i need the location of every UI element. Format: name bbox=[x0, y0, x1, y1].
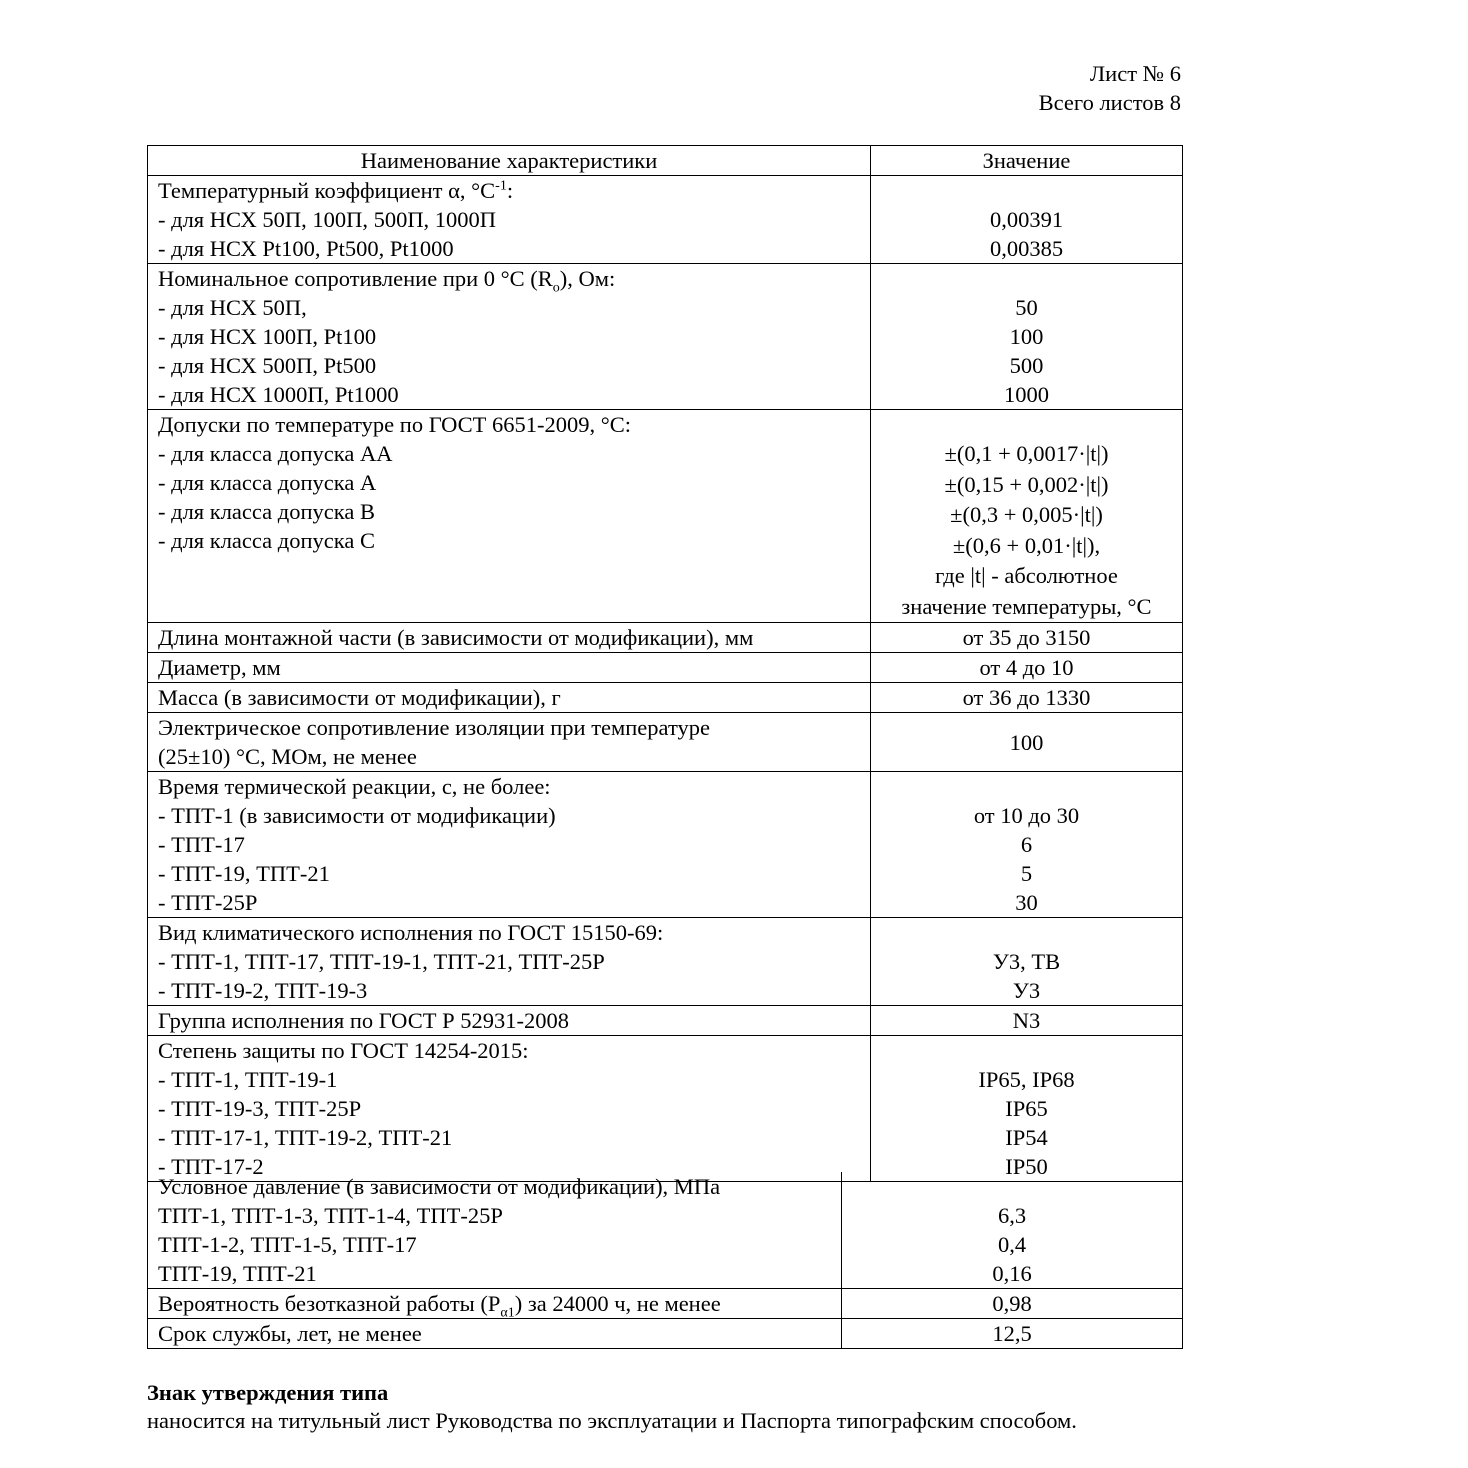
row-value: У3 bbox=[1012, 978, 1041, 1003]
row-title: Температурный коэффициент α, $^\circ C^{-1}$: bbox=[158, 178, 514, 203]
table-row bbox=[148, 1172, 1183, 1289]
row-value: 100 bbox=[871, 713, 1183, 772]
column-header-value: Значение bbox=[871, 146, 1183, 176]
row-value: 0,00385 bbox=[989, 236, 1064, 261]
column-header-name: Наименование характеристики bbox=[148, 146, 871, 176]
row-item: - ТПТ-17-1, ТПТ-19-2, ТПТ-21 bbox=[158, 1125, 453, 1150]
row-value: 6,3 bbox=[997, 1203, 1027, 1228]
spec-table-lower bbox=[147, 1172, 1183, 1349]
table-row bbox=[148, 1319, 1183, 1349]
row-value: 0,98 bbox=[842, 1289, 1183, 1319]
row-item: - ТПТ-17 bbox=[158, 832, 245, 857]
row-value: ±(0,6 + 0,01·|t|), bbox=[952, 532, 1101, 558]
row-value: от 10 до 30 bbox=[973, 803, 1080, 828]
row-item: - для класса допуска С bbox=[158, 528, 375, 553]
table-header-row bbox=[148, 146, 1183, 176]
row-item: - ТПТ-19-3, ТПТ-25Р bbox=[158, 1096, 362, 1121]
row-value: 6 bbox=[1020, 832, 1033, 857]
approval-title: Знак утверждения типа bbox=[147, 1380, 389, 1405]
row-item: ТПТ-19, ТПТ-21 bbox=[158, 1261, 317, 1286]
row-item: ТПТ-1, ТПТ-1-3, ТПТ-1-4, ТПТ-25Р bbox=[158, 1203, 503, 1228]
table-row bbox=[148, 918, 1183, 1006]
sheet-total: Всего листов 8 bbox=[1038, 90, 1181, 115]
row-name: Вероятность безотказной работы $(Р_{\alpha 1})$ за 24000 ч, не менее bbox=[148, 1289, 842, 1319]
row-value: IP65 bbox=[1005, 1096, 1048, 1121]
row-item: - для класса допуска В bbox=[158, 499, 375, 524]
row-name: Электрическое сопротивление изоляции при температуре bbox=[158, 715, 710, 740]
row-title: Допуски по температуре по ГОСТ 6651-2009, °C: bbox=[158, 412, 632, 437]
row-value: от 35 до 3150 bbox=[871, 623, 1183, 653]
row-value: ±(0,1 + 0,0017·|t|) bbox=[944, 441, 1109, 466]
sheet-number: Лист № 6 bbox=[1089, 61, 1181, 86]
row-item: - ТПТ-1, ТПТ-19-1 bbox=[158, 1067, 338, 1092]
table-row bbox=[148, 1289, 1183, 1319]
row-value: 5 bbox=[1020, 861, 1033, 886]
table-row bbox=[148, 623, 1183, 653]
row-value: 0,00391 bbox=[989, 207, 1064, 232]
row-value: ±(0,15 + 0,002·|t|) bbox=[944, 471, 1109, 497]
row-title: Вид климатического исполнения по ГОСТ 15150-69: bbox=[158, 920, 664, 945]
row-item: - для класса допуска А bbox=[158, 470, 377, 495]
row-value: 30 bbox=[1015, 890, 1038, 915]
table-row bbox=[148, 264, 1183, 410]
approval-text: наносится на титульный лист Руководства по эксплуатации и Паспорта типографским способом. bbox=[147, 1408, 1077, 1433]
row-value: 500 bbox=[1009, 353, 1044, 378]
table-row bbox=[148, 653, 1183, 683]
row-item: - для НСХ 50П, bbox=[158, 295, 307, 320]
row-name: Группа исполнения по ГОСТ Р 52931-2008 bbox=[148, 1006, 871, 1036]
row-item: - ТПТ-17-2 bbox=[158, 1154, 264, 1179]
table-row bbox=[148, 176, 1183, 264]
row-item: - для НСХ 50П, 100П, 500П, 1000П bbox=[158, 207, 497, 232]
row-item: - ТПТ-25Р bbox=[158, 890, 258, 915]
row-item: - для НСХ Pt100, Pt500, Pt1000 bbox=[158, 236, 454, 261]
sheet-header bbox=[1039, 59, 1181, 117]
row-name: (25±10) °C, МОм, не менее bbox=[158, 744, 417, 769]
row-value: 12,5 bbox=[842, 1319, 1183, 1349]
row-value: ±(0,3 + 0,005·|t|) bbox=[950, 502, 1103, 527]
row-title: Условное давление (в зависимости от модификации), МПа bbox=[158, 1174, 721, 1199]
table-row bbox=[148, 683, 1183, 713]
row-value: 50 bbox=[1015, 295, 1038, 320]
row-item: - ТПТ-1, ТПТ-17, ТПТ-19-1, ТПТ-21, ТПТ-25Р bbox=[158, 949, 605, 974]
row-title: Номинальное сопротивление при 0 °C $(R_o)$, Ом: bbox=[158, 266, 616, 296]
row-item: - ТПТ-1 (в зависимости от модификации) bbox=[158, 803, 556, 828]
row-value: IP50 bbox=[1005, 1154, 1048, 1179]
row-value: У3, ТВ bbox=[992, 949, 1061, 974]
row-value: где |t| - абсолютное bbox=[935, 563, 1118, 588]
table-row bbox=[148, 1036, 1183, 1182]
row-value: 0,16 bbox=[992, 1261, 1032, 1286]
row-value: от 36 до 1330 bbox=[871, 683, 1183, 713]
row-item: - для класса допуска АА bbox=[158, 441, 393, 466]
row-name: Длина монтажной части (в зависимости от модификации), мм bbox=[148, 623, 871, 653]
row-name: Срок службы, лет, не менее bbox=[148, 1319, 842, 1349]
table-row bbox=[148, 713, 1183, 772]
table-row bbox=[148, 410, 1183, 623]
row-item: ТПТ-1-2, ТПТ-1-5, ТПТ-17 bbox=[158, 1232, 417, 1257]
row-value: 0,4 bbox=[997, 1232, 1027, 1257]
row-name: Диаметр, мм bbox=[148, 653, 871, 683]
row-item: - для НСХ 100П, Pt100 bbox=[158, 324, 377, 349]
row-item: - ТПТ-19, ТПТ-21 bbox=[158, 861, 330, 886]
row-value: IP54 bbox=[1005, 1125, 1048, 1150]
row-title: Время термической реакции, с, не более: bbox=[158, 774, 551, 799]
table-row bbox=[148, 1006, 1183, 1036]
row-item: - для НСХ 1000П, Pt1000 bbox=[158, 382, 399, 407]
row-name: Масса (в зависимости от модификации), г bbox=[148, 683, 871, 713]
row-value: 1000 bbox=[1004, 382, 1049, 407]
row-value: значение температуры, °C bbox=[901, 593, 1152, 619]
table-row bbox=[148, 772, 1183, 918]
row-value: от 4 до 10 bbox=[871, 653, 1183, 683]
row-value: IP65, IP68 bbox=[978, 1067, 1075, 1092]
row-value: 100 bbox=[1009, 324, 1044, 349]
row-item: - для НСХ 500П, Pt500 bbox=[158, 353, 377, 378]
row-item: - ТПТ-19-2, ТПТ-19-3 bbox=[158, 978, 368, 1003]
row-value: N3 bbox=[871, 1006, 1183, 1036]
spec-table bbox=[147, 145, 1183, 1182]
row-title: Степень защиты по ГОСТ 14254-2015: bbox=[158, 1038, 529, 1063]
